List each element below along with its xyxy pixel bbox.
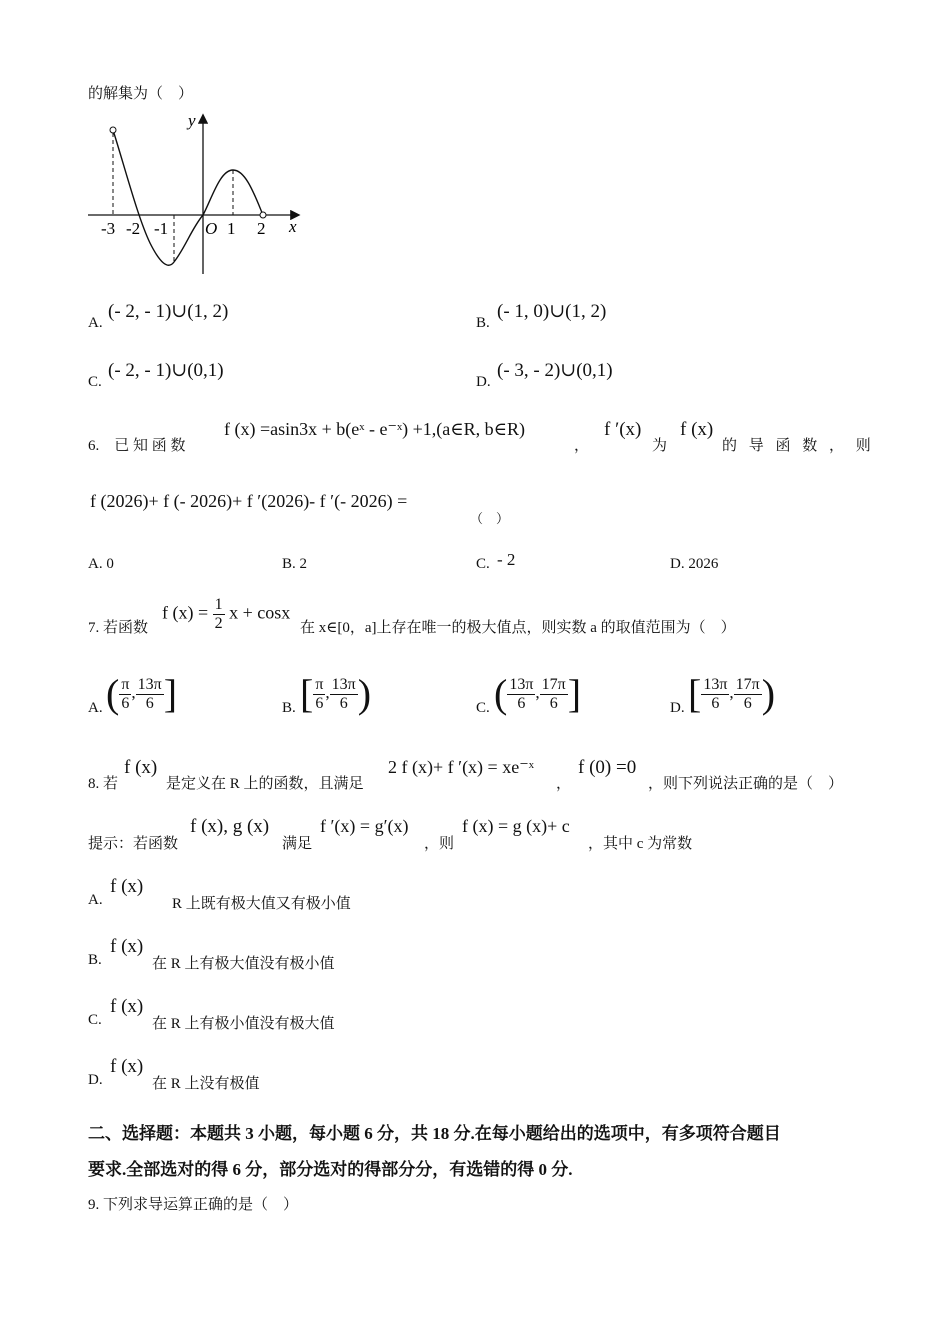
q7-suffix: 在 x∈[0，a]上存在唯一的极大值点，则实数 a 的取值范围为（ ） [300,620,736,636]
q6-paren: （ ） [470,511,510,526]
q8-condition: 2 f (x)+ f ′(x) = xe⁻ˣ [388,757,534,777]
q7-b-open: [ [300,671,314,716]
x-axis-label: x [289,217,297,236]
q8-prefix: 8. 若 [88,776,119,792]
q5-option-c-label: C. [88,374,102,390]
q8-option-a-label: A. [88,892,103,908]
open-point-right [260,212,266,218]
curve [113,130,263,265]
x-label-minus-3: -3 [101,219,116,238]
q8-option-b-label: B. [88,952,102,968]
q5-option-d-label: D. [476,374,491,390]
q7-a-n1: π [121,675,130,693]
q8-option-d-fx: f (x) [110,1056,144,1077]
q7-rhs: x + cosx [229,602,291,623]
q6-fx: f (x) [680,419,714,440]
q7-d-close: ) [761,671,776,716]
q6-comma: ， [574,438,590,454]
x-label-minus-2: -2 [126,219,141,238]
q6-option-d[interactable]: D. 2026 [670,556,719,572]
q7-a-n2: 13π [137,675,162,693]
q7-d-open: [ [688,671,702,716]
q5-option-a-label: A. [88,315,103,331]
q7-c-n2: 17π [541,675,566,693]
q8-hint-suffix: ，其中 c 为常数 [588,836,693,852]
q7-c-d2: 6 [549,694,558,712]
q7-a-d2: 6 [145,694,154,712]
q8-hint-result: f (x) = g (x)+ c [462,816,570,836]
q7-frac-den: 2 [214,615,223,632]
q7-option-c[interactable]: ( $\frac{13\pi}{6}$ , $\frac{17\pi}{6}$ ] [494,671,582,716]
q8-option-b[interactable]: 在 R 上有极大值没有极小值 [152,956,335,972]
q6-option-c-label: C. [476,556,490,572]
q7-option-b[interactable]: [ $\frac{\pi}{6}$ , $\frac{13\pi}{6}$ ) [300,671,372,716]
q8-option-c-label: C. [88,1012,102,1028]
q7-d-n2: 17π [735,675,760,693]
q7-a-open: ( [106,671,120,716]
q5-option-b-label: B. [476,315,490,331]
q7-c-close: ] [567,671,582,716]
q7-b-n2: 13π [331,675,356,693]
q7-b-d1: 6 [315,694,324,712]
function-graph [80,108,320,288]
q8-hint-condition: f ′(x) = g′(x) [320,816,409,836]
q7-prefix: 7. 若函数 [88,620,149,636]
q7-option-d[interactable]: [ $\frac{13\pi}{6}$ , $\frac{17\pi}{6}$ ) [688,671,776,716]
q8-fx: f (x) [124,757,158,778]
q8-suffix: ，则下列说法正确的是（ ） [648,776,844,792]
q7-b-n1: π [315,675,324,693]
q8-option-d[interactable]: 在 R 上没有极值 [152,1076,260,1092]
section-2-heading-line1: 二、选择题：本题共 3 小题，每小题 6 分，共 18 分.在每小题给出的选项中，有多项符合题目 [88,1124,781,1143]
q7-function [162,596,290,633]
q7-option-c-label: C. [476,700,490,716]
q8-option-a-fx: f (x) [110,876,144,897]
q8-hint-then: ，则 [424,836,455,852]
q8-option-c[interactable]: 在 R 上有极小值没有极大值 [152,1016,335,1032]
x-label-minus-1: -1 [154,219,169,238]
q6-expression: f (2026)+ f (- 2026)+ f ′(2026)- f ′(- 2026) = [90,491,408,511]
q7-option-a[interactable]: ( $\frac{\pi}{6}$ , $\frac{13\pi}{6}$ ] [106,671,178,716]
q8-initial: f (0) =0 [578,757,637,778]
q6-option-a[interactable]: A. 0 [88,556,114,572]
x-label-2: 2 [257,219,266,238]
q6-prefix: 6. 已 知 函 数 [88,438,186,454]
q6-option-b[interactable]: B. 2 [282,556,308,572]
q8-option-d-label: D. [88,1072,103,1088]
q7-fraction [213,596,225,633]
q5-option-c[interactable]: (- 2, - 1)∪(0,1) [108,360,224,381]
q5-option-d[interactable]: (- 3, - 2)∪(0,1) [497,360,613,381]
q8-option-c-fx: f (x) [110,996,144,1017]
q8-comma: ， [556,776,572,792]
q7-lhs: f (x) = [162,602,209,623]
q5-tail-text: 的解集为（ ） [88,86,194,102]
q7-a-d1: 6 [121,694,130,712]
q7-option-d-label: D. [670,700,685,716]
q7-c-d1: 6 [517,694,526,712]
q6-suffix: 的 导 函 数 ， 则 [722,438,875,454]
q7-d-d2: 6 [743,694,752,712]
q7-frac-num: 1 [214,596,223,613]
x-label-1: 1 [227,219,236,238]
q8-hint-fg: f (x), g (x) [190,816,270,837]
q8-hint-prefix: 提示：若函数 [88,836,179,852]
q6-wei: 为 [652,438,668,454]
q7-c-n1: 13π [509,675,534,693]
q9-stem: 9. 下列求导运算正确的是（ ） [88,1197,299,1213]
q6-derivative: f ′(x) [604,419,642,440]
q8-mid: 是定义在 R 上的函数，且满足 [166,776,364,792]
origin-label: O [205,219,218,238]
q7-a-close: ] [163,671,178,716]
q8-hint-mid: 满足 [282,836,313,852]
q6-function: f (x) =asin3x + b(eˣ - e⁻ˣ) +1,(a∈R, b∈R) [224,419,525,439]
y-axis-label: y [188,111,196,130]
q8-option-b-fx: f (x) [110,936,144,957]
q5-option-b[interactable]: (- 1, 0)∪(1, 2) [497,301,607,322]
q7-b-close: ) [357,671,372,716]
q8-option-a[interactable]: R 上既有极大值又有极小值 [172,896,351,912]
open-point-left [110,127,116,133]
q7-c-open: ( [494,671,508,716]
q7-option-b-label: B. [282,700,296,716]
q7-d-d1: 6 [711,694,720,712]
section-2-heading-line2: 要求.全部选对的得 6 分，部分选对的得部分分，有选错的得 0 分. [88,1160,573,1179]
q7-option-a-label: A. [88,700,103,716]
q6-option-c[interactable]: - 2 [497,550,516,569]
q5-option-a[interactable]: (- 2, - 1)∪(1, 2) [108,301,229,322]
q7-d-n1: 13π [703,675,728,693]
q7-b-d2: 6 [339,694,348,712]
